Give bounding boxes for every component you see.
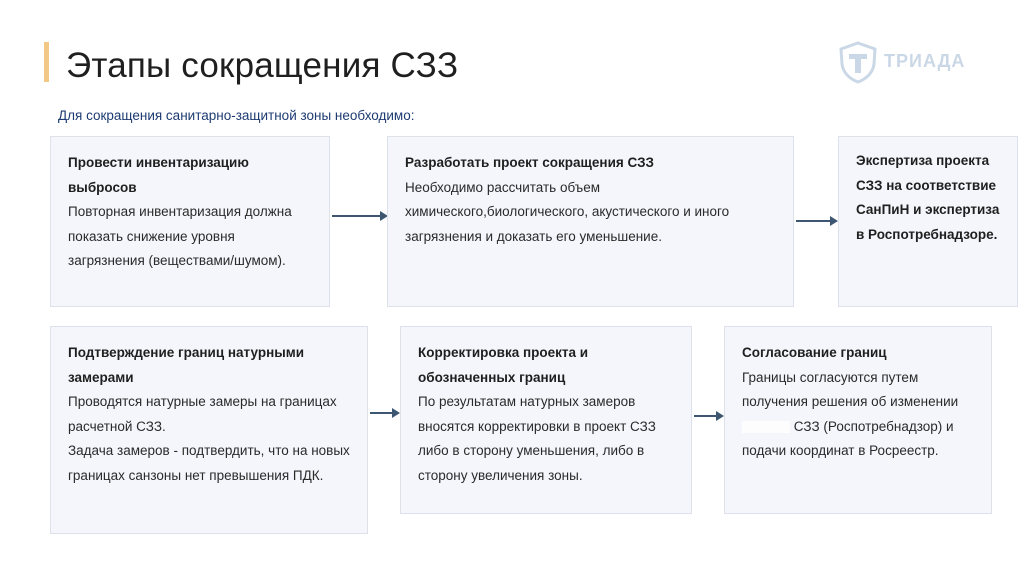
step-card-measurements bbox=[50, 326, 368, 534]
step-heading: Разработать проект сокращения СЗЗ bbox=[405, 155, 654, 170]
arrow-right-icon bbox=[368, 406, 402, 420]
page-title: Этапы сокращения СЗЗ bbox=[66, 46, 459, 85]
arrow-right-icon bbox=[330, 209, 390, 223]
step-body: Необходимо рассчитать объем химического,биологического, акустического и иного загрязнения и доказать его уменьшение. bbox=[405, 179, 730, 244]
step-body: По результатам натурных замеров вносятся корректировки в проект СЗЗ либо в сторону уменьшения, либо в сторону увеличения зоны. bbox=[418, 394, 656, 483]
intro-text: Для сокращения санитарно-защитной зоны необходимо: bbox=[58, 108, 415, 123]
step-body: Повторная инвентаризация должна показать снижение уровня загрязнения (веществами/шумом). bbox=[68, 204, 292, 268]
logo-name: ТРИАДА bbox=[884, 51, 966, 71]
step-card-expertise bbox=[838, 136, 1018, 307]
step-card-correction bbox=[400, 326, 692, 514]
step-body-part-b: СЗЗ (Роспотребнадзор) и подачи координат в Росреестр. bbox=[742, 418, 954, 458]
step-heading: Провести инвентаризацию выбросов bbox=[68, 155, 249, 195]
shield-t-icon bbox=[836, 40, 880, 84]
step-body-task: Задача замеров - подтвердить, что на новых границах санзоны нет превышения ПДК. bbox=[68, 443, 350, 483]
step-card-inventory bbox=[50, 136, 330, 307]
step-body bbox=[742, 366, 975, 464]
step-card-approval bbox=[724, 326, 992, 514]
step-heading: Согласование границ bbox=[742, 345, 887, 360]
redacted-mark bbox=[742, 421, 790, 433]
step-heading: Экспертиза проекта СЗЗ на соответствие СанПиН и экспертиза в Роспотребнадзоре. bbox=[856, 153, 1000, 242]
step-heading: Корректировка проекта и обозначенных границ bbox=[418, 345, 589, 385]
triada-logo bbox=[836, 40, 976, 84]
arrow-right-icon bbox=[794, 214, 840, 228]
step-body: Проводятся натурные замеры на границах расчетной СЗЗ. bbox=[68, 394, 337, 434]
step-body-part-a: Границы согласуются путем получения решения об изменении bbox=[742, 369, 959, 409]
step-card-project bbox=[387, 136, 794, 307]
step-heading: Подтверждение границ натурными замерами bbox=[68, 345, 305, 385]
title-accent-bar bbox=[44, 42, 49, 82]
arrow-right-icon bbox=[692, 409, 726, 423]
